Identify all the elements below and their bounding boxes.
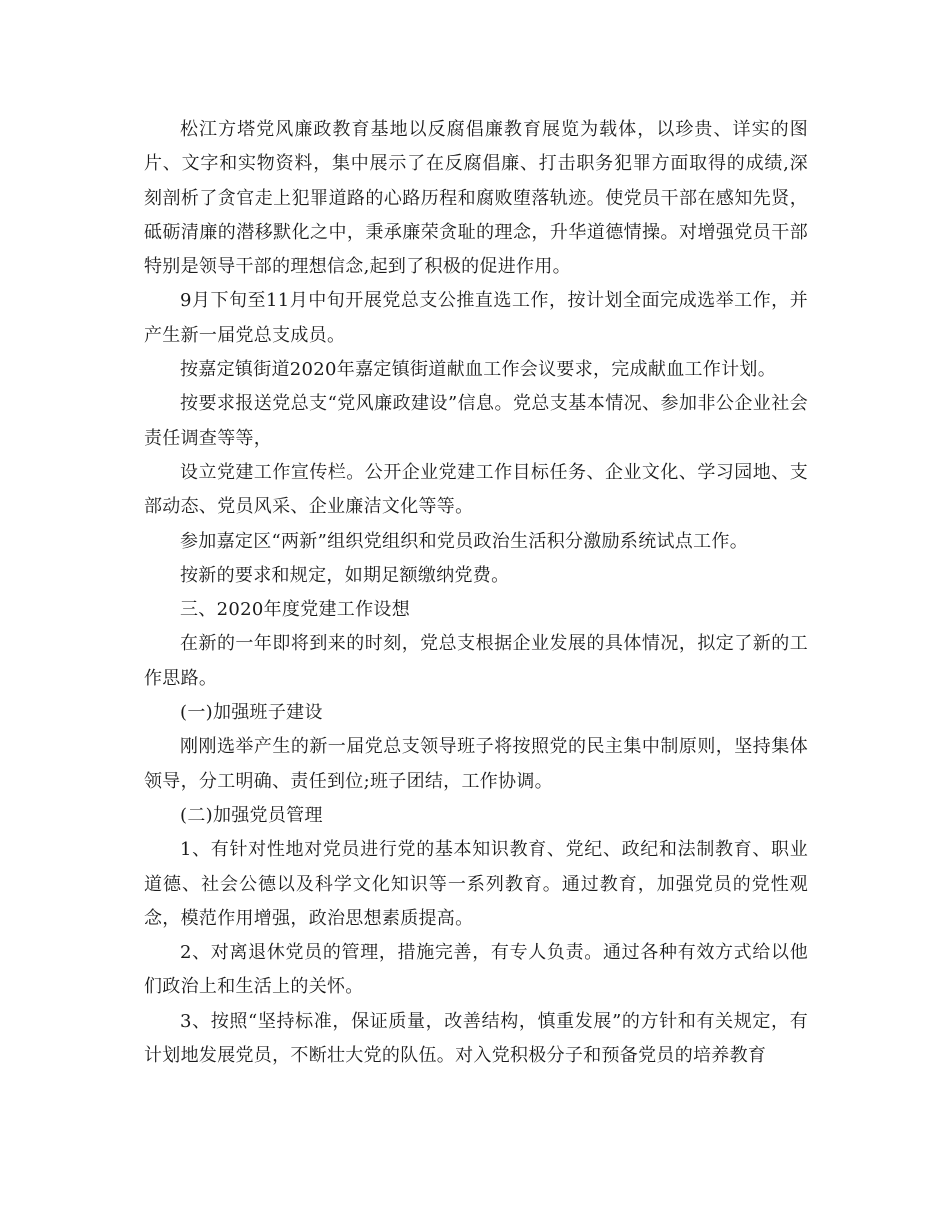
paragraph-anti-corruption-base: 松江方塔党风廉政教育基地以反腐倡廉教育展览为载体，以珍贵、详实的图片、文字和实物资料，集中展示了在反腐倡廉、打击职务犯罪方面取得的成绩,深刻剖析了贪官走上犯罪道路的心路历程和腐败堕落轨迹。使党员干部在感知先贤，砥砺清廉的潜移默化之中，秉承廉荣贪耻的理念，升华道德情操。对增强党员干部特别是领导干部的理想信念,起到了积极的促进作用。 [144, 119, 808, 278]
section-heading-plan: 三、2020年度党建工作设想 [180, 599, 411, 621]
document-body [144, 113, 808, 1073]
paragraph-party-dues: 按新的要求和规定，如期足额缴纳党费。 [180, 564, 510, 586]
paragraph-new-year-ideas: 在新的一年即将到来的时刻，党总支根据企业发展的具体情况，拟定了新的工作思路。 [144, 633, 808, 689]
paragraph-points-pilot: 参加嘉定区“两新”组织党组织和党员政治生活积分激励系统试点工作。 [180, 530, 749, 552]
paragraph-election-work: 9月下旬至11月中旬开展党总支公推直选工作，按计划全面完成选举工作，并产生新一届党总支成员。 [144, 290, 808, 346]
paragraph-item-3-recruitment: 3、按照“坚持标准，保证质量，改善结构，慎重发展”的方针和有关规定，有计划地发展党员，不断壮大党的队伍。对入党积极分子和预备党员的培养教育 [144, 1010, 808, 1067]
paragraph-item-2-retirees: 2、对离退休党员的管理，措施完善，有专人负责。通过各种有效方式给以他们政治上和生活上的关怀。 [144, 942, 808, 998]
subheading-member-management: (二)加强党员管理 [180, 804, 323, 826]
paragraph-bulletin-board: 设立党建工作宣传栏。公开企业党建工作目标任务、企业文化、学习园地、支部动态、党员风采、企业廉洁文化等等。 [144, 461, 808, 518]
paragraph-item-1-education: 1、有针对性地对党员进行党的基本知识教育、党纪、政纪和法制教育、职业道德、社会公德以及科学文化知识等一系列教育。通过教育，加强党员的党性观念，模范作用增强，政治思想素质提高。 [144, 839, 808, 929]
paragraph-blood-donation: 按嘉定镇街道2020年嘉定镇街道献血工作会议要求，完成献血工作计划。 [180, 359, 777, 381]
paragraph-leadership-team: 刚刚选举产生的新一届党总支领导班子将按照党的民主集中制原则，坚持集体领导，分工明确、责任到位;班子团结，工作协调。 [144, 736, 808, 792]
subheading-team-building: (一)加强班子建设 [180, 702, 323, 724]
paragraph-report-info: 按要求报送党总支“党风廉政建设”信息。党总支基本情况、参加非公企业社会责任调查等等， [144, 393, 808, 449]
